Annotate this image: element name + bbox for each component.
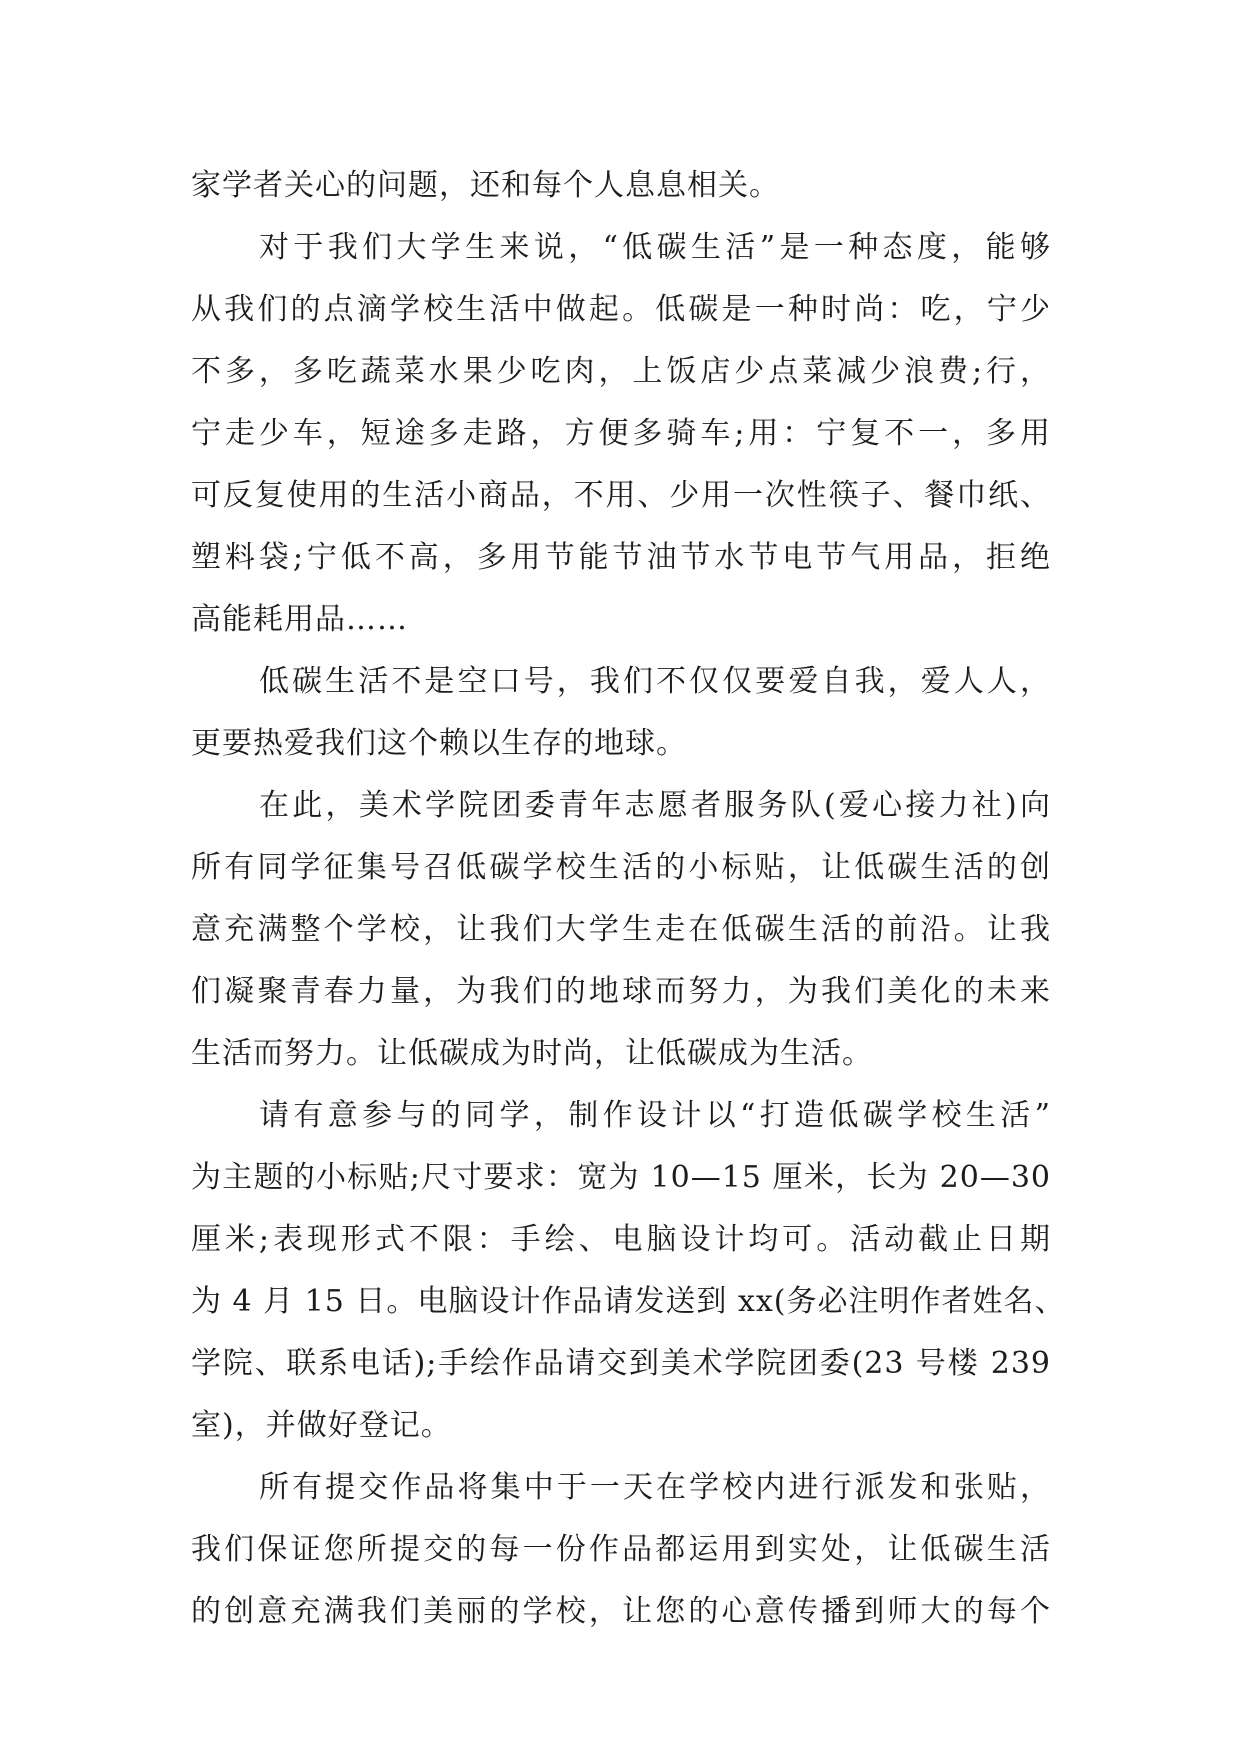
text-line: 为 4 月 15 日。电脑设计作品请发送到 xx(务必注明作者姓名、 xyxy=(191,1284,1066,1319)
text-line: 们凝聚青春力量，为我们的地球而努力，为我们美化的未来 xyxy=(191,974,1051,1009)
text-line: 所有同学征集号召低碳学校生活的小标贴，让低碳生活的创 xyxy=(191,850,1051,885)
text-line: 家学者关心的问题，还和每个人息息相关。 xyxy=(191,168,780,203)
text-line: 所有提交作品将集中于一天在学校内进行派发和张贴， xyxy=(259,1470,1051,1505)
text-line: 生活而努力。让低碳成为时尚，让低碳成为生活。 xyxy=(191,1036,873,1071)
text-line: 室)，并做好登记。 xyxy=(191,1408,452,1443)
text-line: 为主题的小标贴;尺寸要求：宽为 10—15 厘米，长为 20—30 xyxy=(191,1160,1051,1195)
text-line: 塑料袋;宁低不高，多用节能节油节水节电节气用品，拒绝 xyxy=(191,540,1051,575)
body-text xyxy=(191,155,1066,1643)
text-line: 学院、联系电话);手绘作品请交到美术学院团委(23 号楼 239 xyxy=(191,1346,1051,1381)
text-line: 可反复使用的生活小商品，不用、少用一次性筷子、餐巾纸、 xyxy=(191,478,1051,513)
text-line: 对于我们大学生来说，“低碳生活”是一种态度，能够 xyxy=(259,230,1051,265)
text-line: 从我们的点滴学校生活中做起。低碳是一种时尚：吃，宁少 xyxy=(191,292,1051,327)
text-line: 我们保证您所提交的每一份作品都运用到实处，让低碳生活 xyxy=(191,1532,1051,1567)
text-line: 宁走少车，短途多走路，方便多骑车;用：宁复不一，多用 xyxy=(191,416,1051,451)
text-line: 厘米;表现形式不限：手绘、电脑设计均可。活动截止日期 xyxy=(191,1222,1051,1257)
text-line: 意充满整个学校，让我们大学生走在低碳生活的前沿。让我 xyxy=(191,912,1051,947)
text-line: 在此，美术学院团委青年志愿者服务队(爱心接力社)向 xyxy=(259,788,1051,823)
text-line: 请有意参与的同学，制作设计以“打造低碳学校生活” xyxy=(259,1098,1051,1133)
text-line: 不多，多吃蔬菜水果少吃肉，上饭店少点菜减少浪费;行， xyxy=(191,354,1051,389)
text-line: 的创意充满我们美丽的学校，让您的心意传播到师大的每个 xyxy=(191,1594,1051,1629)
text-line: 低碳生活不是空口号，我们不仅仅要爱自我，爱人人， xyxy=(259,664,1051,699)
text-line: 更要热爱我们这个赖以生存的地球。 xyxy=(191,726,687,761)
text-line: 高能耗用品…… xyxy=(191,602,408,637)
